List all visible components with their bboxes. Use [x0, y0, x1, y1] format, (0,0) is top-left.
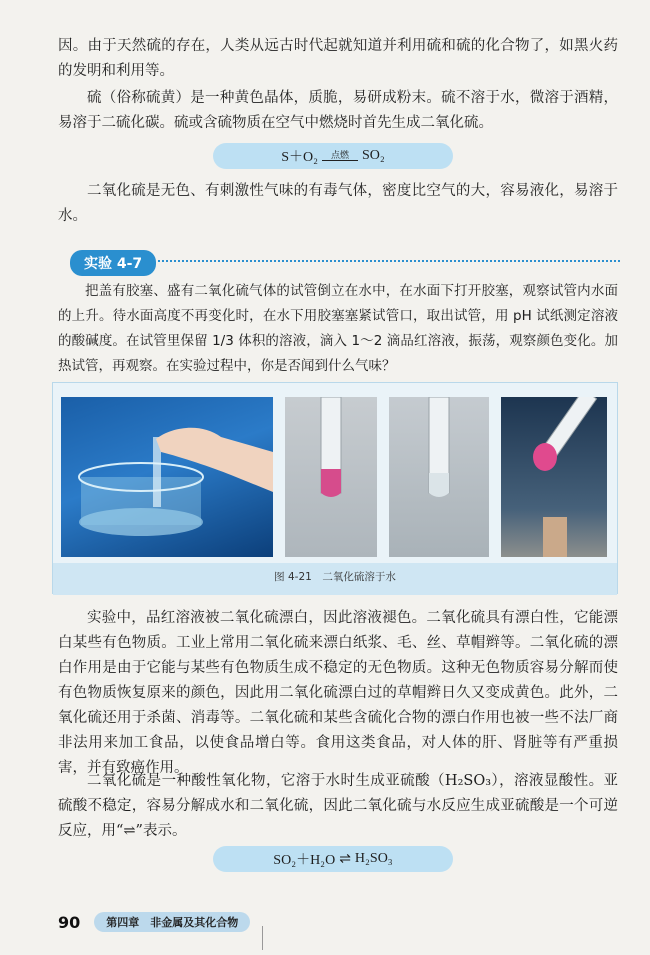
paragraph-bleaching: 实验中，品红溶液被二氧化硫漂白，因此溶液褪色。二氧化硫具有漂白性，它能漂白某些有色物质。工业上常用二氧化硫来漂白纸浆、毛、丝、草帽辫等。二氧化硫的漂白作用是由于它能与某些有色物质生成不稳定的无色物质。这种无色物质容易分解而使有色物质恢复原来的颜色，因此用二氧化硫漂白过的草帽辫日久又变成黄色。此外，二氧化硫还用于杀菌、消毒等。二氧化硫和某些含硫化合物的漂白作用也被一些不法厂商非法用来加工食品，以使食品增白等。食用这类食品，对人体的肝、肾脏等有严重损害，并有致癌作用。 — [58, 610, 618, 776]
experiment-label: 实验 4-7 — [70, 250, 156, 276]
equation-left: SO₂＋H₂O — [273, 853, 336, 868]
experiment-text: 把盖有胶塞、盛有二氧化硫气体的试管倒立在水中，在水面下打开胶塞，观察试管内水面的上升。待水面高度不再变化时，在水下用胶塞塞紧试管口，取出试管，用 pH 试纸测定溶液的酸碱度。在试管里保留 1/3 体积的溶液，滴入 1～2 滴品红溶液，振荡，观察颜色变化。加热试管，再观察。在实验过程中，你是否闻到什么气味？ — [58, 283, 618, 374]
equation-left: S＋O₂ — [281, 150, 318, 165]
reaction-arrow — [322, 151, 358, 161]
page-footer — [58, 912, 250, 932]
paragraph-so2-properties: 二氧化硫是无色、有刺激性气味的有毒气体，密度比空气的大，容易液化，易溶于水。 — [58, 183, 618, 224]
photo-tube-colorless — [389, 397, 489, 557]
reaction-condition: 点燃 — [330, 150, 349, 160]
reversible-arrow: ⇌ — [339, 851, 351, 867]
photo-tube-pink — [285, 397, 377, 557]
figure-4-21 — [52, 382, 618, 594]
paragraph-sulfur-properties: 硫（俗称硫黄）是一种黄色晶体，质脆，易研成粉末。硫不溶于水，微溶于酒精，易溶于二硫化碳。硫或含硫物质在空气中燃烧时首先生成二氧化硫。 — [58, 90, 618, 131]
equation-so2-water — [213, 846, 453, 872]
equation-sulfur-combustion — [213, 143, 453, 169]
paragraph-continued: 因。由于天然硫的存在，人类从远古时代起就知道并利用硫和硫的化合物了，如黑火药的发明和利用等。 — [58, 38, 618, 79]
figure-caption: 图 4-21 二氧化硫溶于水 — [274, 571, 396, 583]
experiment-divider — [158, 260, 620, 262]
equation-right: SO₂ — [362, 148, 385, 163]
photo-tube-heating — [501, 397, 607, 557]
paragraph-sulfurous-acid: 二氧化硫是一种酸性氧化物，它溶于水时生成亚硫酸（H₂SO₃），溶液显酸性。亚硫酸不稳定，容易分解成水和二氧化硫，因此二氧化硫与水反应生成亚硫酸是一个可逆反应，用“⇌”表示。 — [58, 773, 618, 839]
equation-right: H₂SO₃ — [354, 851, 393, 866]
photo-test-tube-in-water — [61, 397, 273, 557]
chapter-title: 第四章 非金属及其化合物 — [94, 912, 250, 932]
page-number: 90 — [58, 912, 81, 932]
